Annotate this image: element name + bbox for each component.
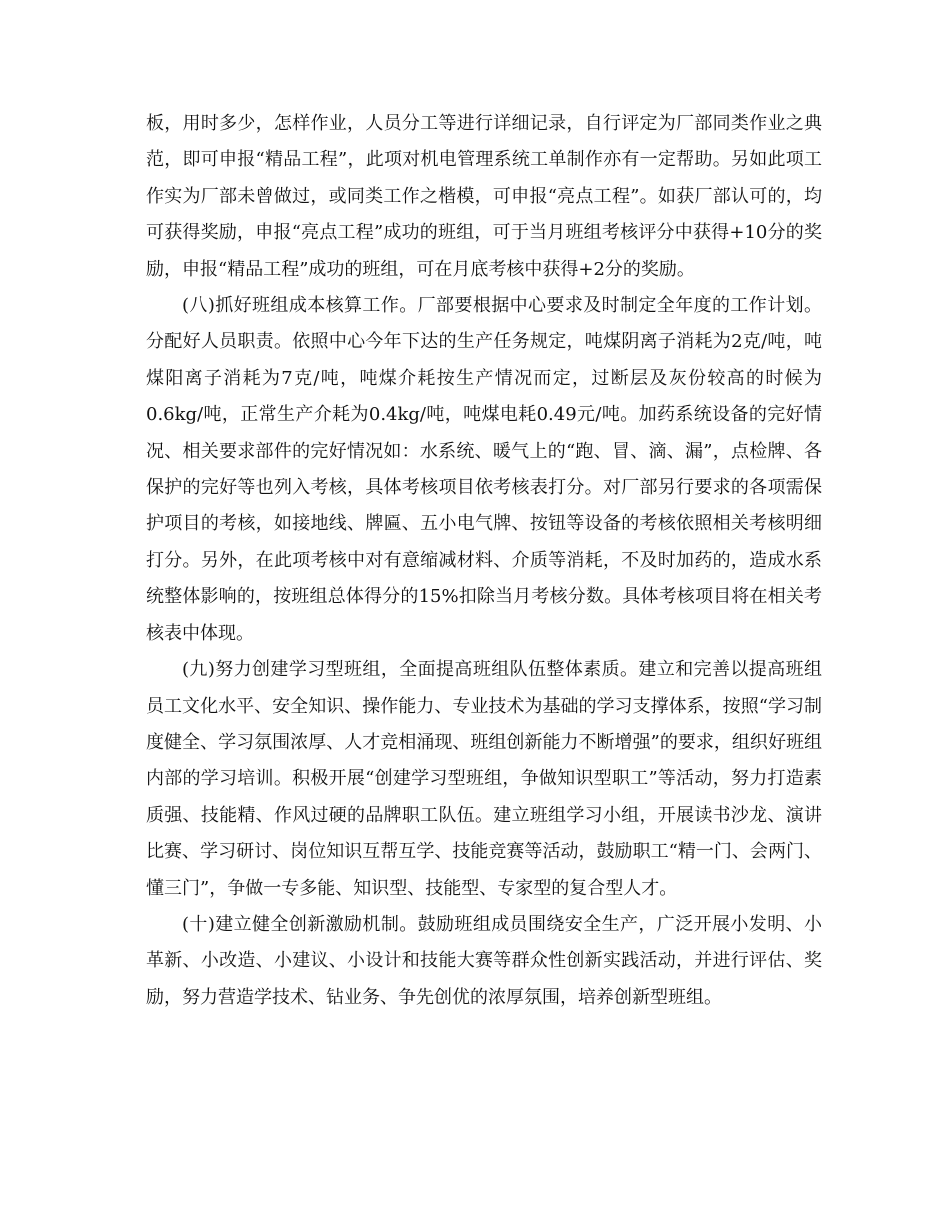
paragraph-section-9: (九)努力创建学习型班组，全面提高班组队伍整体素质。建立和完善以提高班组员工文化水平、安全知识、操作能力、专业技术为基础的学习支撑体系，按照“学习制度健全、学习氛围浓厚、人才竞相涌现、班组创新能力不断增强”的要求，组织好班组内部的学习培训。积极开展“创建学习型班组，争做知识型职工”等活动，努力打造素质强、技能精、作风过硬的品牌职工队伍。建立班组学习小组，开展读书沙龙、演讲比赛、学习研讨、岗位知识互帮互学、技能竞赛等活动，鼓励职工“精一门、会两门、懂三门”，争做一专多能、知识型、技能型、专家型的复合型人才。 — [146, 659, 822, 899]
paragraph-continuation: 板，用时多少，怎样作业，人员分工等进行详细记录，自行评定为厂部同类作业之典范，即可申报“精品工程”，此项对机电管理系统工单制作亦有一定帮助。另如此项工作实为厂部未曾做过，或同类工作之楷模，可申报“亮点工程”。如获厂部认可的，均可获得奖励，申报“亮点工程”成功的班组，可于当月班组考核评分中获得+10分的奖励，申报“精品工程”成功的班组，可在月底考核中获得+2分的奖励。 — [146, 113, 822, 280]
document-body — [146, 106, 822, 1016]
paragraph-section-8: (八)抓好班组成本核算工作。厂部要根据中心要求及时制定全年度的工作计划。分配好人员职责。依照中心今年下达的生产任务规定，吨煤阴离子消耗为2克/吨，吨煤阳离子消耗为7克/吨，吨煤介耗按生产情况而定，过断层及灰份较高的时候为0.6kg/吨，正常生产介耗为0.4kg/吨，吨煤电耗0.49元/吨。加药系统设备的完好情况、相关要求部件的完好情况如：水系统、暖气上的“跑、冒、滴、漏”，点检牌、各保护的完好等也列入考核，具体考核项目依考核表打分。对厂部另行要求的各项需保护项目的考核，如接地线、牌匾、五小电气牌、按钮等设备的考核依照相关考核明细打分。另外，在此项考核中对有意缩减材料、介质等消耗，不及时加药的，造成水系统整体影响的，按班组总体得分的15%扣除当月考核分数。具体考核项目将在相关考核表中体现。 — [146, 295, 822, 644]
paragraph-section-10: (十)建立健全创新激励机制。鼓励班组成员围绕安全生产，广泛开展小发明、小革新、小改造、小建议、小设计和技能大赛等群众性创新实践活动，并进行评估、奖励，努力营造学技术、钻业务、争先创优的浓厚氛围，培养创新型班组。 — [146, 913, 822, 1008]
